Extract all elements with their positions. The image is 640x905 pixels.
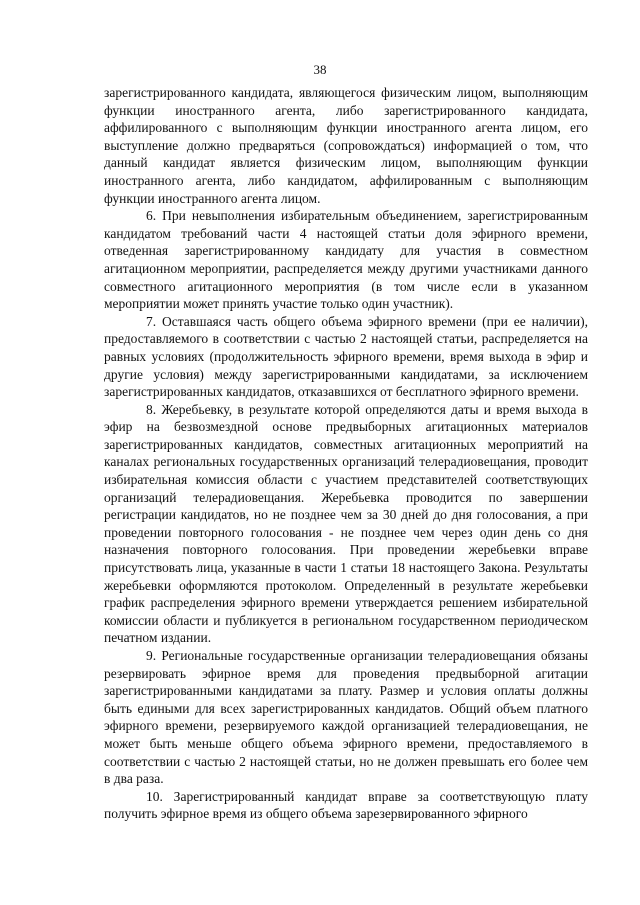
paragraph-10: 10. Зарегистрированный кандидат вправе за соответствующую плату получить эфирное время из общего объема зарезервированного эфирного	[104, 788, 588, 822]
document-body	[104, 84, 588, 823]
paragraph-8: 8. Жеребьевку, в результате которой определяются даты и время выхода в эфир на безвозмездной основе предвыборных агитационных материалов зарегистрированных кандидатов, совместных агитационных мероприятий на каналах региональных государственных организаций телерадиовещания, проводит избирательная комиссия области с участием представителей соответствующих организаций телерадиовещания. Жеребьевка проводится по завершении регистрации кандидатов, но не позднее чем за 30 дней до дня голосования, а при проведении повторного голосования - не позднее чем через один день со дня назначения повторного голосования. При проведении жеребьевки вправе присутствовать лица, указанные в части 1 статьи 18 настоящего Закона. Результаты жеребьевки оформляются протоколом. Определенный в результате жеребьевки график распределения эфирного времени утверждается решением избирательной комиссии области и публикуется в региональном государственном периодическом печатном издании.	[104, 401, 588, 646]
page-number: 38	[313, 62, 327, 77]
paragraph-7: 7. Оставшаяся часть общего объема эфирного времени (при ее наличии), предоставляемого в соответствии с частью 2 настоящей статьи, распределяется на равных условиях (продолжительность эфирного времени, время выхода в эфир и другие условия) между зарегистрированными кандидатами, за исключением зарегистрированных кандидатов, отказавшихся от бесплатного эфирного времени.	[104, 313, 588, 400]
paragraph-continuation: зарегистрированного кандидата, являющегося физическим лицом, выполняющим функции иностранного агента, либо зарегистрированного кандидата, аффилированного с выполняющим функции иностранного агента лицом, его выступление должно предваряться (сопровождаться) информацией о том, что данный кандидат является физическим лицом, выполняющим функции иностранного агента, либо кандидатом, аффилированным с выполняющим функции иностранного агента лицом.	[104, 85, 588, 206]
paragraph-6: 6. При невыполнения избирательным объединением, зарегистрированным кандидатом требований части 4 настоящей статьи доля эфирного времени, отведенная зарегистрированному кандидату для участия в совместном агитационном мероприятии, распределяется между другими участниками данного совместного агитационного мероприятия (в том числе если в указанном мероприятии может принять участие только один участник).	[104, 208, 588, 312]
paragraph-9: 9. Региональные государственные организации телерадиовещания обязаны резервировать эфирное время для проведения предвыборной агитации зарегистрированными кандидатами за плату. Размер и условия оплаты должны быть едиными для всех зарегистрированных кандидатов. Общий объем платного эфирного времени, резервируемого каждой организацией телерадиовещания, не может быть меньше общего объема эфирного времени, предоставляемого в соответствии с частью 2 настоящей статьи, но не должен превышать его более чем в два раза.	[104, 648, 588, 787]
